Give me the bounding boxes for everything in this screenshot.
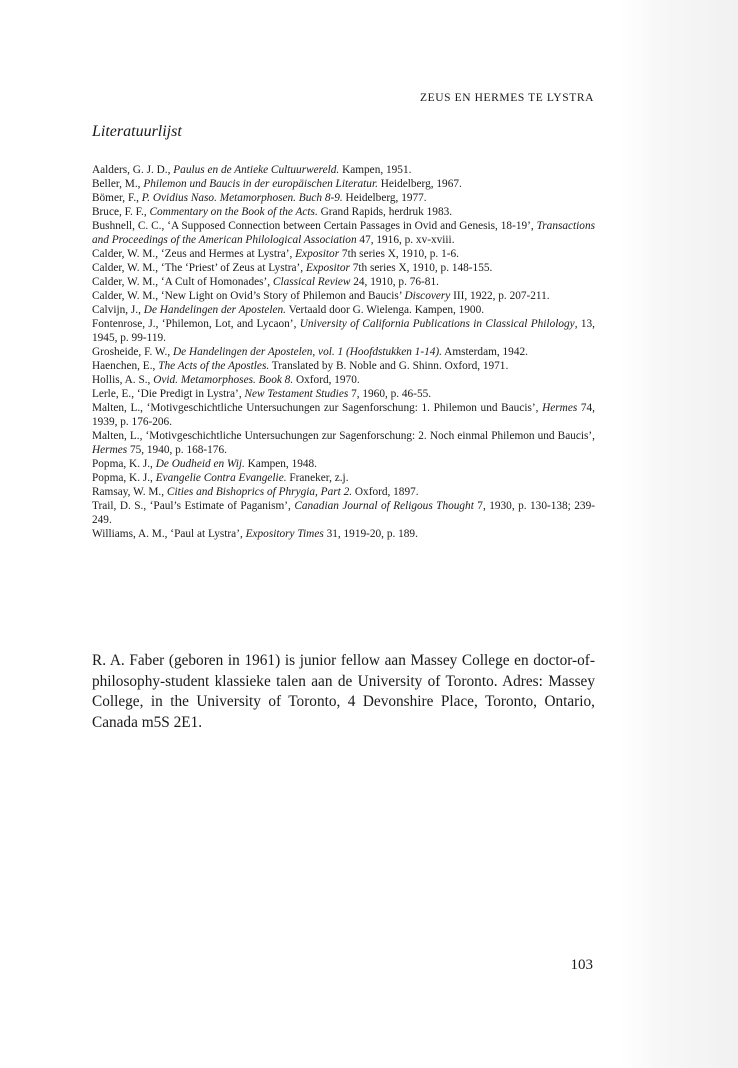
reference-title: Paulus en de Antieke Cultuurwereld. xyxy=(173,164,340,176)
reference-title: University of California Publications in Classical Philology xyxy=(299,318,575,330)
reference-text: Oxford, 1897. xyxy=(352,486,419,498)
reference-text: Hollis, A. S., xyxy=(92,374,154,386)
reference-entry xyxy=(92,359,595,373)
reference-title: Discovery xyxy=(404,290,451,302)
reference-entry xyxy=(92,275,595,289)
reference-entry xyxy=(92,387,595,401)
reference-text: 74, 1939, p. 176-206. xyxy=(92,402,595,428)
reference-entry xyxy=(92,247,595,261)
reference-text: Oxford, 1970. xyxy=(293,374,360,386)
reference-text: Bruce, F. F., xyxy=(92,206,150,218)
reference-text: Heidelberg, 1967. xyxy=(377,178,462,190)
reference-entry xyxy=(92,429,595,457)
reference-title: Hermes xyxy=(542,402,578,414)
reference-text: Popma, K. J., xyxy=(92,472,156,484)
page-number: 103 xyxy=(570,957,593,973)
reference-text: Calder, W. M., ‘A Cult of Homonades’, xyxy=(92,276,273,288)
reference-text: Haenchen, E., xyxy=(92,360,159,372)
reference-entry xyxy=(92,471,595,485)
reference-entry xyxy=(92,205,595,219)
reference-title: Expositor xyxy=(305,262,350,274)
reference-entry xyxy=(92,373,595,387)
reference-text: Heidelberg, 1977. xyxy=(342,192,427,204)
reference-text: Trail, D. S., ‘Paul’s Estimate of Paganism’, xyxy=(92,500,295,512)
reference-entry xyxy=(92,527,595,541)
reference-text: 31, 1919-20, p. 189. xyxy=(323,528,418,540)
reference-text: Malten, L., ‘Motivgeschichtliche Untersuchungen zur Sagenforschung: 2. Noch einmal Philemon und Baucis’, xyxy=(92,430,595,442)
reference-list xyxy=(92,163,595,541)
reference-title: De Oudheid en Wij. xyxy=(155,458,245,470)
reference-entry xyxy=(92,177,595,191)
reference-text: 24, 1910, p. 76-81. xyxy=(350,276,439,288)
reference-text: Amsterdam, 1942. xyxy=(441,346,528,358)
reference-entry xyxy=(92,317,595,345)
reference-title: The Acts of the Apostles. xyxy=(158,360,270,372)
reference-entry xyxy=(92,303,595,317)
reference-title: Cities and Bishoprics of Phrygia, Part 2. xyxy=(166,486,353,498)
reference-entry xyxy=(92,191,595,205)
reference-text: 47, 1916, p. xv-xviii. xyxy=(356,234,455,246)
reference-text: Grosheide, F. W., xyxy=(92,346,173,358)
reference-text: Bömer, F., xyxy=(92,192,142,204)
scan-shadow xyxy=(620,0,738,1068)
reference-text: 7th series X, 1910, p. 1-6. xyxy=(339,248,459,260)
reference-text: 7, 1960, p. 46-55. xyxy=(348,388,432,400)
reference-entry xyxy=(92,163,595,177)
reference-title: Commentary on the Book of the Acts. xyxy=(149,206,318,218)
reference-title: Transactions and Proceedings of the American Philological Association xyxy=(92,220,595,246)
reference-title: De Handelingen der Apostelen. xyxy=(143,304,287,316)
reference-text: Grand Rapids, herdruk 1983. xyxy=(317,206,453,218)
reference-text: 75, 1940, p. 168-176. xyxy=(127,444,227,456)
reference-title: Expositor xyxy=(295,248,340,260)
reference-text: Bushnell, C. C., ‘A Supposed Connection between Certain Passages in Ovid and Genesis, 18-19’, xyxy=(92,220,537,232)
reference-entry xyxy=(92,289,595,303)
reference-text: Fontenrose, J., ‘Philemon, Lot, and Lycaon’, xyxy=(92,318,300,330)
reference-text: Calder, W. M., ‘New Light on Ovid’s Story of Philemon and Baucis’ xyxy=(92,290,405,302)
reference-text: Ramsay, W. M., xyxy=(92,486,167,498)
reference-entry xyxy=(92,457,595,471)
reference-title: Philemon und Baucis in der europäischen Literatur. xyxy=(143,178,378,190)
reference-title: Ovid. Metamorphoses. Book 8. xyxy=(153,374,294,386)
reference-entry xyxy=(92,219,595,247)
reference-title: Canadian Journal of Religous Thought xyxy=(294,500,474,512)
reference-title: De Handelingen der Apostelen, vol. 1 (Hoofdstukken 1-14). xyxy=(173,346,442,358)
reference-entry xyxy=(92,401,595,429)
reference-text: Vertaald door G. Wielenga. Kampen, 1900. xyxy=(286,304,485,316)
reference-text: Malten, L., ‘Motivgeschichtliche Untersuchungen zur Sagenforschung: 1. Philemon und Baucis’, xyxy=(92,402,543,414)
section-title: Literatuurlijst xyxy=(92,123,182,140)
reference-title: Hermes xyxy=(92,444,128,456)
reference-text: Popma, K. J., xyxy=(92,458,156,470)
reference-text: Williams, A. M., ‘Paul at Lystra’, xyxy=(92,528,246,540)
reference-title: Classical Review xyxy=(272,276,351,288)
reference-text: Lerle, E., ‘Die Predigt in Lystra’, xyxy=(92,388,245,400)
reference-text: , 13, 1945, p. 99-119. xyxy=(92,318,595,344)
reference-text: Beller, M., xyxy=(92,178,144,190)
reference-entry xyxy=(92,261,595,275)
reference-entry xyxy=(92,345,595,359)
reference-text: Kampen, 1948. xyxy=(244,458,317,470)
reference-text: 7th series X, 1910, p. 148-155. xyxy=(349,262,493,274)
reference-text: Calder, W. M., ‘The ‘Priest’ of Zeus at Lystra’, xyxy=(92,262,306,274)
reference-text: 7, 1930, p. 130-138; 239-249. xyxy=(92,500,595,526)
reference-text: Franeker, z.j. xyxy=(286,472,349,484)
reference-text: Calder, W. M., ‘Zeus and Hermes at Lystra’, xyxy=(92,248,296,260)
reference-title: Expository Times xyxy=(245,528,324,540)
reference-title: P. Ovidius Naso. Metamorphosen. Buch 8-9. xyxy=(141,192,343,204)
reference-text: Aalders, G. J. D., xyxy=(92,164,174,176)
reference-text: III, 1922, p. 207-211. xyxy=(450,290,550,302)
author-note: R. A. Faber (geboren in 1961) is junior fellow aan Massey College en doctor-of-philosophy-student klassieke talen aan de University of Toronto. Adres: Massey College, in the University of Toronto, 4 Devonshire Place, Toronto, Ontario, Canada m5S 2E1. xyxy=(92,652,595,731)
reference-entry xyxy=(92,485,595,499)
reference-entry xyxy=(92,499,595,527)
reference-title: New Testament Studies xyxy=(244,388,349,400)
reference-text: Calvijn, J., xyxy=(92,304,144,316)
reference-text: Kampen, 1951. xyxy=(339,164,412,176)
running-header: ZEUS EN HERMES TE LYSTRA xyxy=(419,92,594,104)
reference-text: Translated by B. Noble and G. Shinn. Oxford, 1971. xyxy=(269,360,509,372)
reference-title: Evangelie Contra Evangelie. xyxy=(155,472,287,484)
